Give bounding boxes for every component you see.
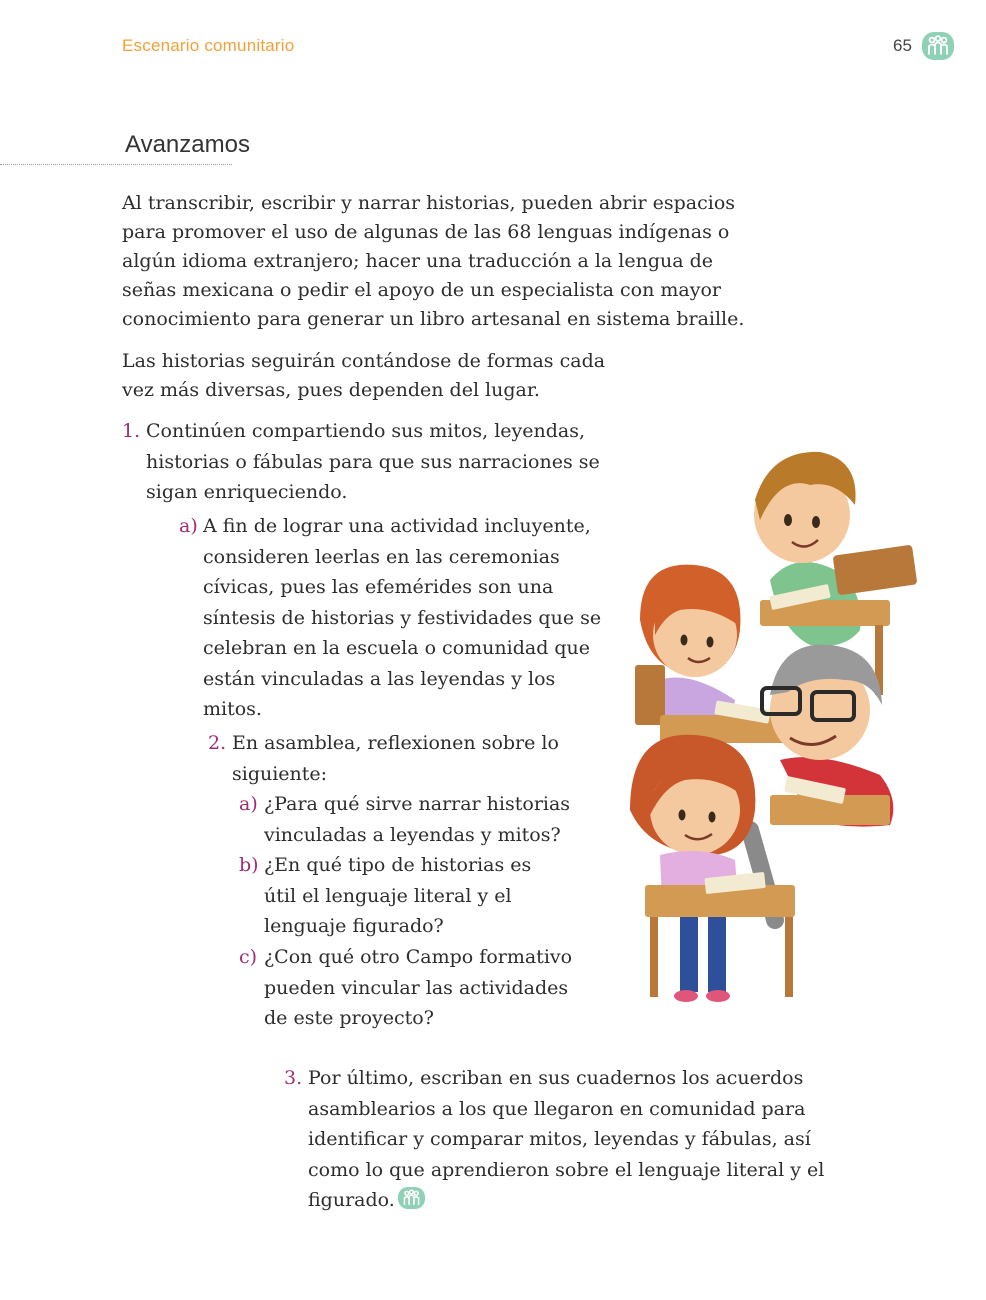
activity-text: En asamblea, reflexionen sobre lo siguiente: — [232, 732, 559, 785]
community-icon — [398, 1187, 425, 1209]
activity-2-subitem-a — [239, 789, 584, 850]
activity-number: 1. — [122, 420, 141, 442]
subitem-letter: a) — [239, 793, 258, 815]
activity-text: Continúen compartiendo sus mitos, leyendas, historias o fábulas para que sus narraciones se sigan enriqueciendo. — [146, 420, 600, 503]
girl-front-figure — [630, 735, 795, 1002]
activity-2-subitem-b — [239, 850, 564, 942]
subitem-letter: a) — [179, 515, 198, 537]
page-number: 65 — [893, 36, 912, 55]
subitem-letter: b) — [239, 854, 259, 876]
activity-item-2 — [208, 728, 612, 789]
activity-item-3 — [284, 1063, 868, 1216]
subitem-text: ¿Para qué sirve narrar historias vinculadas a leyendas y mitos? — [264, 793, 571, 846]
diversity-paragraph: Las historias seguirán contándose de formas cada vez más diversas, pues dependen del lugar. — [122, 350, 606, 401]
section-divider — [0, 164, 232, 165]
community-icon — [922, 32, 954, 60]
subitem-letter: c) — [239, 946, 258, 968]
activity-2-subitem-c — [239, 942, 584, 1034]
activity-text: Por último, escriban en sus cuadernos los acuerdos asamblearios a los que llegaron en comunidad para identificar y comparar mitos, leyendas y fábulas, así como lo que aprendieron sobre el lenguaje literal y el figurado. — [308, 1067, 825, 1211]
subitem-text: A fin de lograr una actividad incluyente, consideren leerlas en las ceremonias cívicas, pues las efemérides son una síntesis de historias y festividades que se celebran en la escuela o comunidad que están vinculadas a las leyendas y los mitos. — [203, 515, 602, 720]
subitem-text: ¿En qué tipo de historias es útil el lenguaje literal y el lenguaje figurado? — [264, 854, 532, 937]
grandfather-figure — [750, 645, 893, 920]
subitem-text: ¿Con qué otro Campo formativo pueden vincular las actividades de este proyecto? — [264, 946, 573, 1029]
students-illustration — [620, 430, 920, 1010]
section-name: Escenario comunitario — [122, 36, 295, 55]
activity-number: 2. — [208, 732, 227, 754]
activity-item-1 — [122, 416, 616, 508]
section-title: Avanzamos — [125, 131, 250, 158]
intro-paragraph: Al transcribir, escribir y narrar historias, pueden abrir espacios para promover el uso de algunas de las 68 lenguas indígenas o algún idioma extranjero; hacer una traducción a la lengua de señas mexicana o pedir el apoyo de un especialista con mayor conocimiento para generar un libro artesanal en sistema braille. — [122, 192, 745, 330]
activity-1-subitem-a — [179, 511, 613, 725]
activity-number: 3. — [284, 1067, 303, 1089]
girl-red-hair-figure — [635, 565, 790, 743]
